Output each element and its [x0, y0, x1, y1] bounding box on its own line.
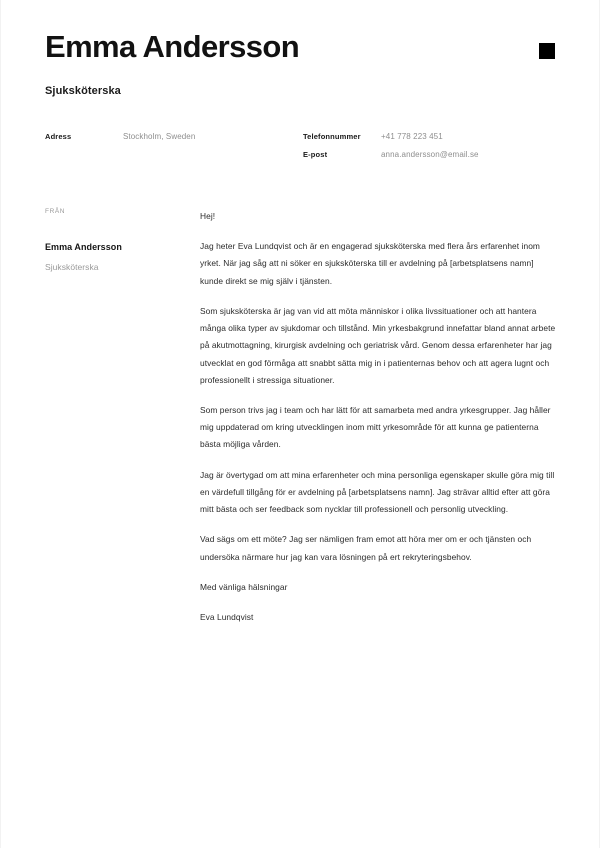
- contact-column-right: [303, 132, 555, 159]
- phone-value: +41 778 223 451: [381, 132, 443, 141]
- sender-from-label: FRÅN: [45, 208, 66, 215]
- contact-row-address: [45, 132, 303, 142]
- email-label: E-post: [303, 149, 328, 159]
- page-title: Emma Andersson: [45, 29, 300, 64]
- email-value: anna.andersson@email.se: [381, 149, 479, 159]
- job-title: Sjuksköterska: [45, 84, 121, 97]
- contact-row-email: [303, 150, 555, 160]
- contact-row-phone: [303, 132, 555, 142]
- letter-paragraph: Vad sägs om ett möte? Jag ser nämligen fram emot att höra mer om er och tjänsten och undersöka närmare hur jag kan vara lösningen på ert rekryteringsbehov.: [200, 534, 532, 562]
- contact-column-left: [45, 132, 303, 159]
- phone-label: Telefonnummer: [303, 132, 361, 141]
- letter-body: [45, 208, 569, 626]
- letter-paragraph: Som person trivs jag i team och har lätt för att samarbeta med andra yrkesgrupper. Jag håller mig uppdaterad om kring utvecklingen inom mitt yrkesområde för att kunna ge patienterna bästa möjliga vården.: [200, 404, 551, 450]
- black-square-logo-icon: [539, 43, 555, 59]
- letter-paragraph: Som sjuksköterska är jag van vid att möta människor i olika livssituationer och att hantera många olika typer av sjukdomar och tillstånd. Min yrkesbakgrund innefattar bland annat arbete på akutmottagning, kirurgisk avdelning och geriatrisk vård. Genom dessa erfarenheter har jag utvecklat en god förmåga att snabbt sätta mig in i patienternas behov och att agera lugnt och professionellt i stressiga situationer.: [200, 305, 556, 385]
- contact-info: [45, 132, 555, 159]
- letter-closing: Med vänliga hälsningar: [200, 581, 288, 592]
- document-header: [45, 30, 555, 97]
- letter-content: [200, 208, 558, 626]
- sender-name: Emma Andersson: [45, 241, 122, 252]
- letter-paragraph: Hej!: [200, 211, 216, 221]
- letter-signature: Eva Lundqvist: [200, 611, 254, 622]
- sender-role: Sjuksköterska: [45, 261, 99, 272]
- letter-paragraph: Jag heter Eva Lundqvist och är en engagerad sjuksköterska med flera års erfarenhet inom yrket. När jag såg att ni söker en sjuksköterska till er avdelning på [arbetsplatsens namn] kunde direkt se mig själv i tjänsten.: [200, 241, 540, 286]
- address-label: Adress: [45, 132, 72, 141]
- sender-block: [45, 208, 200, 626]
- address-value: Stockholm, Sweden: [123, 132, 196, 141]
- letter-paragraph: Jag är övertygad om att mina erfarenheter och mina personliga egenskaper skulle göra mig till en värdefull tillgång för er avdelning på [arbetsplatsens namn]. Jag strävar alltid efter att göra mitt bästa och ser feedback som nycklar till professionell och personlig utveckling.: [200, 469, 555, 515]
